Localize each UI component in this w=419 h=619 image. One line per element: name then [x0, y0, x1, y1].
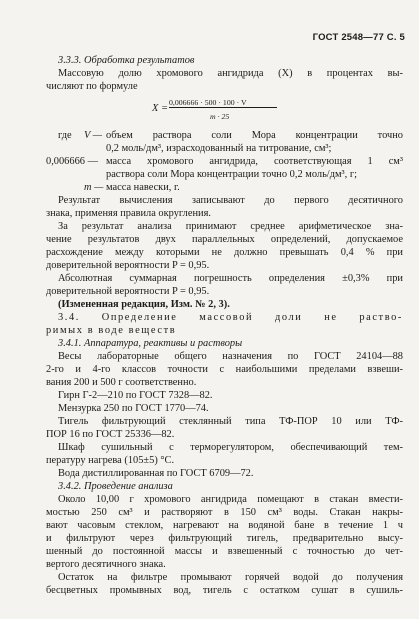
- formula-numerator: 0,006666 · 500 · 100 · V: [169, 98, 247, 107]
- paragraph-line: Гирн Г-2—210 по ГОСТ 7328—82.: [58, 390, 213, 401]
- section-3-4-2-title: 3.4.2. Проведение анализа: [58, 481, 173, 492]
- section-3-4-1-title: 3.4.1. Аппаратура, реактивы и растворы: [58, 338, 243, 349]
- paragraph-line: вают часовым стеклом, нагревают на водяной бане в течение 1 ч: [46, 520, 403, 531]
- section-3-3-3-title: 3.3.3. Обработка результатов: [58, 55, 195, 66]
- paragraph-line: Остаток на фильтре промывают горячей водой до получения: [58, 572, 403, 583]
- section-3-4-title-cont: римых в воде веществ: [46, 325, 177, 336]
- paragraph-line: доверительной вероятности P = 0,95.: [46, 286, 210, 297]
- where-m-line: m — масса навески, г.: [84, 182, 180, 193]
- where-c-line-1: 0,006666 — масса хромового ангидрида, соответствующая 1 см³: [46, 156, 403, 167]
- paragraph-line: Мензурка 250 по ГОСТ 1770—74.: [58, 403, 209, 414]
- paragraph-line: шенный до постоянной массы и взвешенный с точностью до чет-: [46, 546, 403, 557]
- paragraph-line: Шкаф сушильный с терморегулятором, обеспечивающий тем-: [58, 442, 403, 453]
- paragraph-line: вания 200 и 500 г соответственно.: [46, 377, 197, 388]
- paragraph-line: ПОР 16 по ГОСТ 25336—82.: [46, 429, 175, 440]
- page-header: ГОСТ 2548—77 С. 5: [312, 32, 405, 43]
- paragraph-line: Тигель фильтрующий стеклянный типа ТФ-ПОР 10 или ТФ-: [58, 416, 403, 427]
- paragraph-line: бесцветных промывных вод, тигель с остатком сушат в сушиль-: [46, 585, 403, 596]
- edition-note: (Измененная редакция, Изм. № 2, 3).: [58, 299, 230, 310]
- paragraph-line: вертого десятичного знака.: [46, 559, 166, 570]
- paragraph-line: За результат анализа принимают среднее арифметическое зна-: [58, 221, 403, 232]
- document-body: [46, 54, 403, 597]
- formula-lhs: X =: [152, 103, 168, 114]
- formula: [46, 93, 403, 129]
- where-v-line-1: где V — объем раствора соли Мора концентрации точно: [58, 130, 403, 141]
- formula-denominator: m · 25: [210, 112, 230, 121]
- paragraph-line: расхождение между которыми не должно превышать 0,4 % при: [46, 247, 403, 258]
- paragraph-line: Вода дистиллированная по ГОСТ 6709—72.: [58, 468, 254, 479]
- paragraph-line: числяют по формуле: [46, 81, 138, 92]
- paragraph-line: мостью 250 см³ и растворяют в 150 см³ воды. Стакан накры-: [46, 507, 403, 518]
- section-3-4-title: 3.4. Определение массовой доли не раство-: [58, 312, 403, 323]
- fraction-bar: [169, 107, 277, 108]
- where-c-line-2: раствора соли Мора концентрации точно 0,2 моль/дм³, г;: [106, 169, 358, 180]
- paragraph-line: Весы лабораторные общего назначения по ГОСТ 24104—88: [58, 351, 403, 362]
- where-v-line-2: 0,2 моль/дм³, израсходованный на титрование, см³;: [106, 143, 332, 154]
- paragraph-line: и фильтруют через фильтрующий тигель, предварительно высу-: [46, 533, 403, 544]
- paragraph-line: Массовую долю хромового ангидрида (X) в процентах вы-: [58, 68, 403, 79]
- paragraph-line: доверительной вероятности P = 0,95.: [46, 260, 210, 271]
- paragraph-line: Результат вычисления записывают до первого десятичного: [58, 195, 403, 206]
- paragraph-line: Абсолютная суммарная погрешность определения ±0,3% при: [58, 273, 403, 284]
- paragraph-line: Около 10,00 г хромового ангидрида помещают в стакан вмести-: [58, 494, 403, 505]
- paragraph-line: пературу нагрева (105±5) °С.: [46, 455, 175, 466]
- paragraph-line: 2-го и 4-го классов точности с наибольшими пределами взвеши-: [46, 364, 403, 375]
- paragraph-line: знака, применяя правила округления.: [46, 208, 211, 219]
- paragraph-line: чение результатов двух параллельных определений, допускаемое: [46, 234, 403, 245]
